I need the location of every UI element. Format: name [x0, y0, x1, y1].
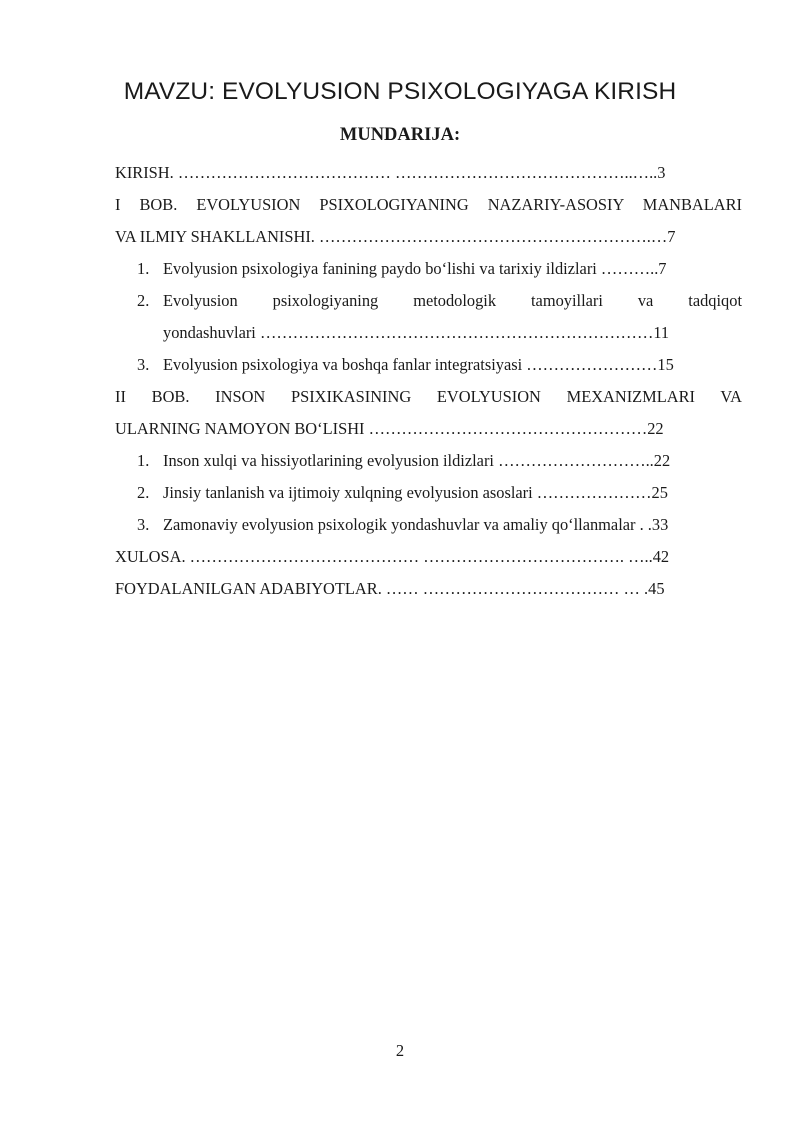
- toc-section-number: 1.: [137, 259, 150, 278]
- toc-section-number: 3.: [137, 355, 150, 374]
- toc-entry-intro: KIRISH. ………………………………… ……………………………………..…..3: [115, 163, 666, 182]
- toc-section-text: Inson xulqi va hissiyotlarining evolyusion ildizlari ………………………..22: [163, 451, 671, 470]
- toc-entry-references: FOYDALANILGAN ADABIYOTLAR. …… ……………………………… … .45: [115, 579, 665, 598]
- toc-section-number: 2.: [137, 291, 150, 310]
- toc-section-1-2: [115, 285, 742, 317]
- toc-section-1-3: [115, 349, 742, 381]
- toc-chapter-2-line-2: ULARNING NAMOYON BOʻLISHI ……………………………………………22: [115, 419, 664, 438]
- toc-section-text: Evolyusion psixologiya fanining paydo boʻlishi va tarixiy ildizlari ………..7: [163, 259, 667, 278]
- toc-section-number: 1.: [137, 451, 150, 470]
- toc-section-2-1: [115, 445, 742, 477]
- toc-chapter-2-line-1: II BOB. INSON PSIXIKASINING EVOLYUSION MEXANIZMLARI VA: [115, 387, 742, 406]
- toc-section-text: Jinsiy tanlanish va ijtimoiy xulqning evolyusion asoslari …………………25: [163, 483, 668, 502]
- toc-section-text: Zamonaviy evolyusion psixologik yondashuvlar va amaliy qoʻllanmalar . .33: [163, 515, 669, 534]
- toc-section-text: Evolyusion psixologiya va boshqa fanlar integratsiyasi ……………………15: [163, 355, 674, 374]
- toc-section-number: 2.: [137, 483, 150, 502]
- page-number: 2: [395, 1041, 405, 1060]
- toc-section-number: 3.: [137, 515, 150, 534]
- toc-section-1-1: [115, 253, 742, 285]
- toc-chapter-1-line-2: VA ILMIY SHAKLLANISHI. …………………………………………………….…7: [115, 227, 676, 246]
- toc-section-1-2-continued: yondashuvlari ………………………………………………………………11: [163, 323, 670, 342]
- toc-section-2-2: [115, 477, 742, 509]
- document-title: MAVZU: EVOLYUSION PSIXOLOGIYAGA KIRISH: [123, 78, 677, 105]
- toc-section-text: Evolyusion psixologiyaning metodologik tamoyillari va tadqiqot: [163, 291, 742, 310]
- toc-entry-conclusion: XULOSA. …………………………………… ………………………………. …..42: [115, 547, 670, 566]
- table-of-contents: [115, 157, 742, 605]
- toc-section-2-3: [115, 509, 742, 541]
- toc-chapter-1-line-1: I BOB. EVOLYUSION PSIXOLOGIYANING NAZARIY-ASOSIY MANBALARI: [115, 195, 742, 214]
- toc-heading: MUNDARIJA:: [339, 125, 461, 145]
